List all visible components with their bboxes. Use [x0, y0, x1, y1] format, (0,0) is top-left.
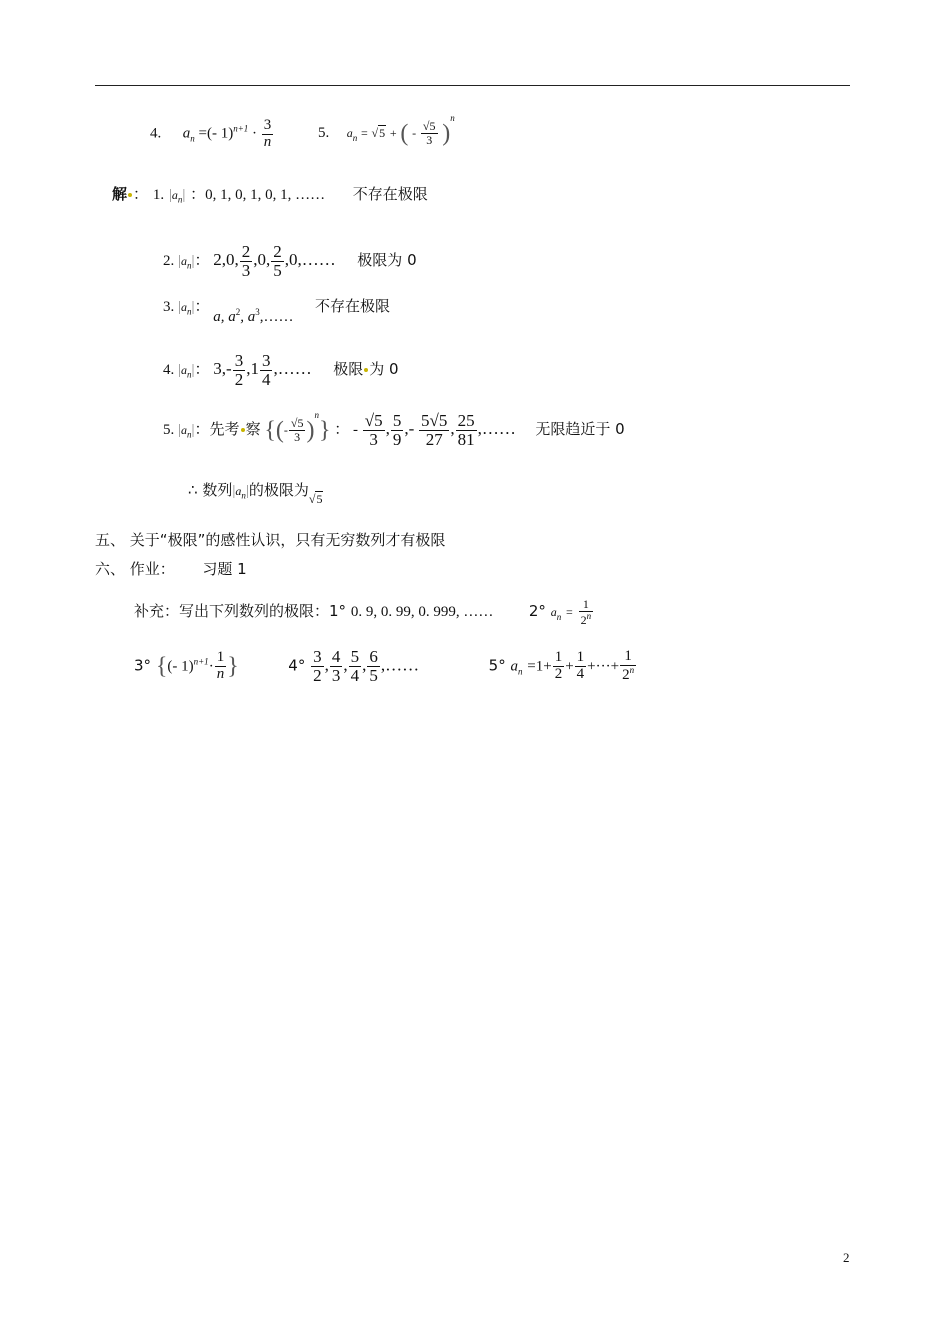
- fraction: $\frac{2}{5}$: [273, 242, 282, 280]
- minus-sign: -: [412, 126, 417, 140]
- fraction: $\frac{3}{4}$: [261, 351, 271, 389]
- expression: (- 1): [167, 658, 194, 675]
- abs-bar-icon: |: [191, 299, 195, 315]
- fraction: $\frac{1}{2^n}$: [580, 597, 592, 627]
- abs-bar-icon: |: [182, 187, 186, 203]
- fraction: $\frac{25}{81}$: [457, 411, 475, 449]
- conclusion-line: [188, 480, 323, 505]
- right-brace-icon: }: [318, 417, 331, 444]
- solution-4: [163, 352, 399, 389]
- colon: ：: [194, 419, 210, 438]
- plus-sign: +: [565, 658, 574, 675]
- equals-sign: =: [361, 126, 368, 140]
- sequence-part: 3,-: [213, 358, 232, 378]
- abs-bar-icon: |: [178, 252, 182, 269]
- sequence-symbol: $a_n$: [181, 422, 192, 440]
- item-number: 4.: [150, 125, 162, 142]
- dot-operator: ·: [208, 658, 214, 675]
- page-number: 2: [843, 1250, 850, 1265]
- colon: ：: [133, 185, 149, 203]
- section-5: [95, 530, 445, 550]
- fraction: $\frac{3}{n}$: [263, 117, 272, 150]
- marker-dot-icon: [128, 193, 132, 197]
- sequence-part: ,1: [246, 358, 259, 378]
- solution-1: [112, 184, 428, 209]
- left-brace-icon: {: [264, 417, 276, 444]
- fraction: $\frac{5}{4}$: [350, 647, 360, 685]
- equals-expression: =(- 1): [198, 125, 234, 142]
- right-brace-icon: }: [227, 653, 239, 680]
- sequence-symbol: a: [346, 126, 353, 140]
- sequence-symbol: $a_n$: [171, 188, 183, 205]
- sequence-values: a, $a^2$, $a^3,\dots\dots$: [213, 307, 294, 325]
- minus-sign: -: [353, 421, 358, 438]
- item-number: 4.: [163, 361, 175, 378]
- fraction: $\frac{1}{2^n}$: [622, 648, 635, 683]
- colon: ：: [334, 419, 350, 438]
- sequence-part: ,……: [273, 358, 312, 378]
- problem-item-5: 5. $a_n = √5$ + ( - $\frac{√5}{3}$ )$^n$: [318, 113, 455, 148]
- exponent: n+1: [233, 123, 249, 134]
- sequence-part: ,-: [404, 418, 415, 438]
- text: 数列: [202, 481, 233, 499]
- fraction: $\frac{1}{4}$: [576, 649, 585, 682]
- exponent: n: [314, 409, 319, 420]
- equals-expression: =1+: [527, 658, 552, 675]
- colon: ：: [194, 359, 210, 378]
- therefore-icon: ∴: [188, 481, 198, 499]
- section-text: 关于“极限”的感性认识，只有无穷数列才有极限: [129, 531, 446, 549]
- text: 的极限为: [248, 481, 309, 499]
- sequence-part: ,……: [477, 418, 516, 438]
- ellipsis-sum: +···+: [587, 658, 620, 675]
- equals-sign: =: [566, 605, 573, 620]
- supplement-label: 补充：写出下列数列的极限：1°: [134, 602, 347, 621]
- section-number: 六、: [95, 560, 126, 578]
- right-paren-icon: ): [306, 417, 315, 444]
- result-text: 为 0: [369, 359, 399, 378]
- subscript: n: [352, 133, 358, 143]
- right-paren-icon: ): [442, 120, 451, 147]
- solution-label: 解: [112, 185, 128, 203]
- result-text: 极限: [333, 359, 364, 378]
- fraction: $\frac{3}{2}$: [313, 647, 322, 685]
- section-label: 作业：: [129, 560, 175, 578]
- fraction: $\frac{5√5}{27}$: [421, 411, 448, 449]
- dot-operator: ·: [252, 125, 258, 142]
- subscript: n: [190, 133, 195, 144]
- section-text: 习题 1: [202, 560, 247, 578]
- subscript: n: [556, 612, 562, 623]
- minus-sign: -: [283, 422, 288, 437]
- abs-bar-icon: |: [232, 483, 236, 499]
- fraction: $\frac{√5}{3}$: [364, 411, 383, 449]
- fraction: $\frac{2}{3}$: [241, 242, 251, 280]
- sequence-symbol: $a_n$: [181, 253, 192, 271]
- section-6: [95, 559, 247, 579]
- supplement-line-2: 3° {(- 1)$^{n+1}$· $\frac{1}{n}$ } 4° $\frac{3}{2}$ , $\frac{4}{3}$ , $\frac{5}{4}$ , $\frac{6}{5}$ ,…… 5° $a_n =1+$ $\frac{1}{2}$ + $\frac{1}{4}$ +···+ $\frac{1}{2^n}$: [134, 647, 635, 685]
- supplement-line-1: [134, 598, 594, 627]
- item-number: 5°: [488, 656, 506, 675]
- item-number: 5.: [163, 421, 175, 438]
- colon: ：: [194, 250, 210, 269]
- sequence-symbol: a: [510, 658, 518, 675]
- sequence-symbol: $a_n$: [181, 300, 192, 317]
- sequence-part: ,……: [380, 655, 420, 675]
- left-paren-icon: (: [275, 417, 284, 444]
- fraction: $\frac{3}{2}$: [234, 351, 244, 389]
- fraction: $\frac{1}{2}$: [554, 649, 563, 682]
- fraction: $\frac{5}{9}$: [392, 411, 402, 449]
- abs-bar-icon: |: [168, 187, 172, 203]
- item-number: 3.: [163, 299, 175, 315]
- sequence-part: ,0,: [253, 249, 271, 269]
- sqrt-value: √5: [308, 492, 323, 506]
- item-number: 4°: [288, 656, 306, 675]
- abs-bar-icon: |: [178, 421, 182, 438]
- sequence-part: ,0,……: [284, 249, 336, 269]
- solution-2: [163, 243, 417, 280]
- result-text: 无限趋近于 0: [535, 419, 625, 438]
- fraction: $\frac{√5}{3}$: [422, 119, 436, 148]
- abs-bar-icon: |: [178, 299, 182, 315]
- left-brace-icon: {: [155, 653, 168, 680]
- left-paren-icon: (: [400, 120, 409, 147]
- fraction: $\frac{1}{n}$: [216, 649, 225, 682]
- exponent: n+1: [193, 656, 209, 667]
- abs-bar-icon: |: [191, 361, 195, 378]
- fraction: $\frac{6}{5}$: [369, 647, 378, 685]
- section-number: 五、: [95, 531, 126, 549]
- sequence-symbol: a: [182, 125, 191, 142]
- plus-sign: +: [389, 126, 397, 140]
- abs-bar-icon: |: [178, 361, 182, 378]
- item-number: 3°: [134, 656, 152, 675]
- item-number: 1.: [152, 187, 165, 203]
- abs-bar-icon: |: [245, 483, 249, 499]
- marker-dot-icon: [241, 428, 245, 432]
- sequence-part: 2,0,: [213, 249, 239, 269]
- fraction: $\frac{4}{3}$: [331, 647, 341, 685]
- sequence-values: 0. 9, 0. 99, 0. 999, ……: [350, 604, 494, 621]
- item-number: 2°: [528, 602, 546, 621]
- sequence-symbol: $a_n$: [235, 484, 246, 501]
- fraction: $\frac{√5}{3}$: [290, 416, 304, 444]
- problem-item-4: [150, 118, 274, 151]
- sqrt-icon: √: [371, 126, 379, 140]
- abs-bar-icon: |: [191, 421, 195, 438]
- item-number: 5.: [318, 125, 330, 141]
- text: 先考: [209, 419, 240, 438]
- abs-bar-icon: |: [191, 252, 195, 269]
- result-text: 不存在极限: [315, 297, 391, 315]
- solution-5: 5. $|a_n|$：先考 察 {(- $\frac{√5}{3}$ )$^n$} ： - $\frac{√5}{3}$ , $\frac{5}{9}$ ,- $\frac{5√5}{27}$ , $\frac{25}{81}$ ,…… 无限趋近于 0: [163, 409, 625, 449]
- item-number: 2.: [163, 252, 175, 269]
- sequence-values: ：0, 1, 0, 1, 0, 1, ……: [190, 187, 326, 203]
- header-rule: [95, 85, 850, 86]
- text: 察: [245, 419, 261, 438]
- result-text: 不存在极限: [352, 185, 428, 203]
- exponent: n: [450, 113, 455, 123]
- sequence-symbol: a: [550, 605, 557, 620]
- result-text: 极限为 0: [357, 250, 417, 269]
- colon: ：: [194, 297, 210, 315]
- sequence-symbol: $a_n$: [181, 362, 192, 380]
- solution-3: [163, 292, 391, 325]
- marker-dot-icon: [364, 368, 368, 372]
- subscript: n: [518, 666, 523, 677]
